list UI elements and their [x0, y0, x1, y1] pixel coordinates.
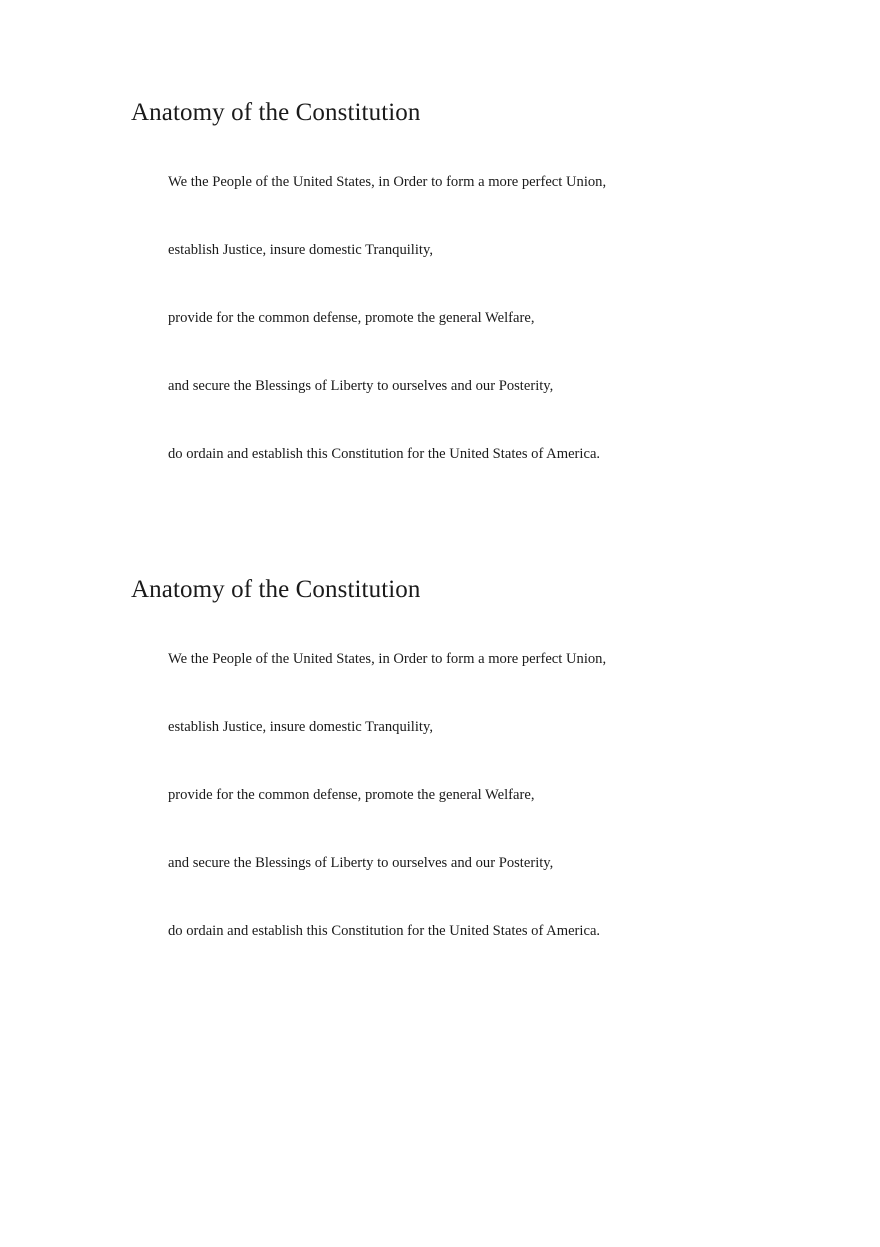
- preamble-line: establish Justice, insure domestic Tranquility,: [168, 719, 433, 735]
- preamble-line: and secure the Blessings of Liberty to ourselves and our Posterity,: [168, 855, 554, 871]
- section-title: Anatomy of the Constitution: [131, 576, 421, 603]
- preamble-lines: [168, 649, 606, 989]
- preamble-line: and secure the Blessings of Liberty to ourselves and our Posterity,: [168, 378, 554, 394]
- preamble-line: provide for the common defense, promote the general Welfare,: [168, 310, 535, 326]
- preamble-line: We the People of the United States, in Order to form a more perfect Union,: [168, 651, 607, 667]
- preamble-line: do ordain and establish this Constitution for the United States of America.: [168, 923, 601, 939]
- preamble-line: provide for the common defense, promote the general Welfare,: [168, 787, 535, 803]
- document-section: [131, 573, 831, 939]
- document-section: [131, 96, 831, 462]
- preamble-line: We the People of the United States, in Order to form a more perfect Union,: [168, 174, 607, 190]
- preamble-line: establish Justice, insure domestic Tranquility,: [168, 242, 433, 258]
- preamble-lines: [168, 172, 606, 512]
- section-title: Anatomy of the Constitution: [131, 99, 421, 126]
- preamble-line: do ordain and establish this Constitution for the United States of America.: [168, 446, 601, 462]
